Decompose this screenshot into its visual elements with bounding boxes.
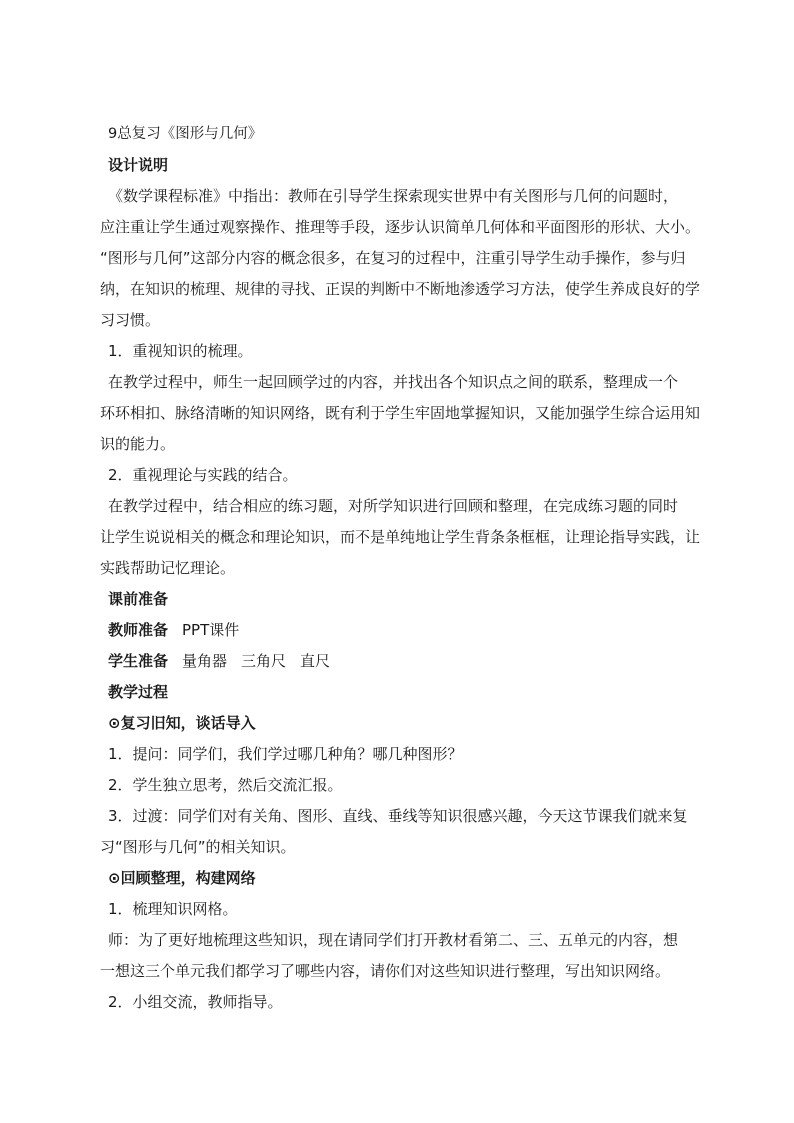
intro-line-5: 习习惯。 (100, 311, 161, 329)
s1-item-3-line-1: 3．过渡：同学们对有关角、图形、直线、垂线等知识很感兴趣，今天这节课我们就来复 (108, 807, 688, 825)
point2-heading: 2．重视理论与实践的结合。 (108, 466, 298, 484)
intro-line-3: “图形与几何”这部分内容的概念很多，在复习的过程中，注重引导学生动手操作，参与归 (100, 249, 686, 267)
point2-line-3: 实践帮助记忆理论。 (100, 559, 236, 577)
point2-line-2: 让学生说说相关的概念和理论知识，而不是单纯地让学生背条条框框，让理论指导实践，让 (100, 528, 701, 546)
intro-line-1: 《数学课程标准》中指出：教师在引导学生探索现实世界中有关图形与几何的问题时， (108, 187, 679, 205)
s2-teacher-line-2: 一想这三个单元我们都学习了哪些内容，请你们对这些知识进行整理，写出知识网络。 (100, 962, 671, 980)
design-heading: 设计说明 (108, 156, 169, 174)
s1-item-2: 2．学生独立思考，然后交流汇报。 (108, 776, 343, 794)
s1-item-3-line-2: 习“图形与几何”的相关知识。 (100, 838, 296, 856)
student-prep-item: 量角器 (182, 652, 228, 670)
student-prep-label: 学生准备 (108, 652, 169, 670)
teacher-prep-row (108, 615, 720, 646)
student-prep-row (108, 646, 720, 677)
document-page (100, 119, 720, 1018)
point2-line-1: 在教学过程中，结合相应的练习题，对所学知识进行回顾和整理，在完成练习题的同时 (108, 497, 679, 515)
s2-teacher-line-1: 师：为了更好地梳理这些知识，现在请同学们打开教材看第二、三、五单元的内容，想 (108, 931, 679, 949)
section1-heading: ⊙复习旧知，谈话导入 (108, 714, 256, 732)
section2-heading: ⊙回顾整理，构建网络 (108, 869, 256, 887)
s1-item-1: 1．提问：同学们，我们学过哪几种角？哪几种图形？ (108, 745, 463, 763)
teacher-prep-value: PPT课件 (182, 621, 240, 639)
intro-line-4: 纳，在知识的梳理、规律的寻找、正误的判断中不断地渗透学习方法，使学生养成良好的学 (100, 280, 701, 298)
point1-line-3: 识的能力。 (100, 435, 176, 453)
s2-item-2: 2．小组交流，教师指导。 (108, 993, 283, 1011)
point1-line-2: 环环相扣、脉络清晰的知识网络，既有利于学生牢固地掌握知识，又能加强学生综合运用知 (100, 404, 701, 422)
point1-line-1: 在教学过程中，师生一起回顾学过的内容，并找出各个知识点之间的联系，整理成一个 (108, 373, 679, 391)
point1-heading: 1．重视知识的梳理。 (108, 342, 253, 360)
process-heading: 教学过程 (108, 683, 169, 701)
document-title: 9总复习《图形与几何》 (108, 126, 263, 142)
prep-heading: 课前准备 (108, 590, 169, 608)
s2-item-1: 1．梳理知识网格。 (108, 900, 238, 918)
teacher-prep-label: 教师准备 (108, 621, 169, 639)
student-prep-item: 直尺 (300, 652, 331, 670)
student-prep-item: 三角尺 (241, 652, 287, 670)
intro-line-2: 应注重让学生通过观察操作、推理等手段，逐步认识简单几何体和平面图形的形状、大小。 (100, 218, 701, 236)
